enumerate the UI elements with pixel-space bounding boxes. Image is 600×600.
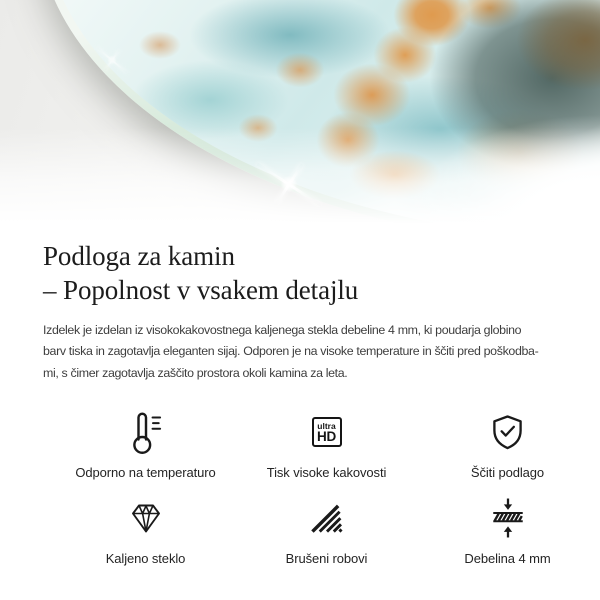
- feature-grid: [55, 409, 572, 566]
- title-line-1: Podloga za kamin: [43, 241, 235, 271]
- feature-print-quality: [236, 409, 417, 480]
- diamond-icon: [127, 495, 165, 541]
- thermometer-icon: [129, 409, 163, 455]
- feature-protects-surface: [417, 409, 598, 480]
- feature-label: Debelina 4 mm: [464, 551, 551, 567]
- description-line-3: mi, s čimer zagotavlja zaščito prostora okoli kamina za leta.: [43, 365, 348, 380]
- shield-check-icon: [491, 409, 524, 455]
- brushed-edges-icon: [309, 495, 345, 541]
- feature-temperature-resistant: [55, 409, 236, 480]
- feature-label: Tisk visoke kakovosti: [266, 465, 387, 481]
- content-area: [0, 239, 600, 566]
- feature-thickness-4mm: [417, 495, 598, 566]
- title-line-2: – Popolnost v vsakem detajlu: [43, 275, 359, 305]
- feature-label: Brušeni robovi: [285, 551, 368, 567]
- ultra-hd-text-top: ultra: [317, 420, 336, 431]
- ultra-hd-badge: [312, 417, 342, 447]
- feature-tempered-glass: [55, 495, 236, 566]
- feature-polished-edges: [236, 495, 417, 566]
- description-line-2: barv tiska in zagotavlja eleganten sijaj. Odporen je na visoke temperature in ščiti pred poškodba-: [43, 344, 539, 359]
- ultra-hd-text-bottom: HD: [317, 428, 336, 444]
- feature-label: Kaljeno steklo: [105, 551, 186, 567]
- feature-label: Ščiti podlago: [470, 465, 545, 481]
- thickness-icon: [489, 495, 527, 541]
- description-line-1: Izdelek je izdelan iz visokokakovostnega kaljenega stekla debeline 4 mm, ki poudarja globino: [43, 323, 522, 337]
- ultra-hd-icon: [312, 409, 342, 455]
- page-title: [43, 239, 572, 307]
- product-hero-image: [0, 0, 600, 228]
- feature-label: Odporno na temperaturo: [75, 465, 216, 481]
- product-description: [43, 320, 572, 384]
